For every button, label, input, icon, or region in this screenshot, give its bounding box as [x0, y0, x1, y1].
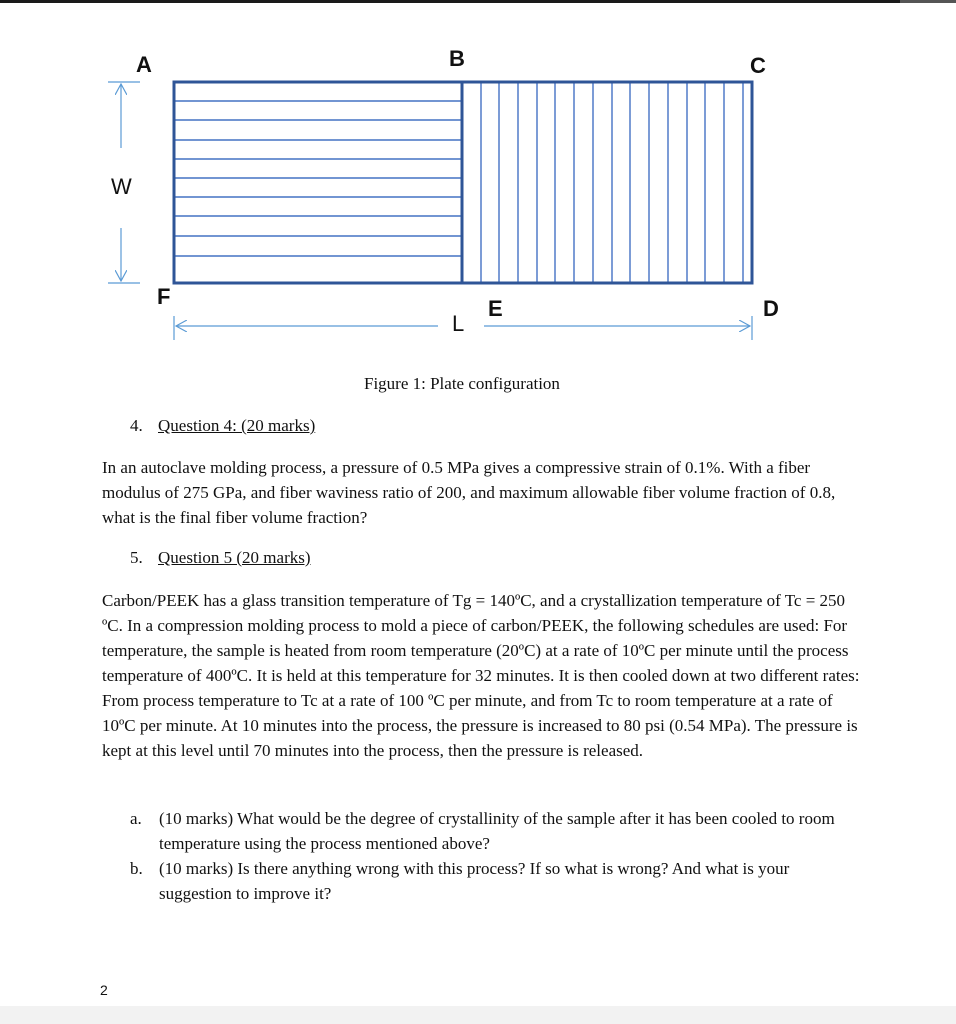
- figure-caption: Figure 1: Plate configuration: [364, 374, 560, 393]
- label-l: L: [452, 311, 465, 336]
- question-5-heading: [130, 548, 311, 568]
- question-4-heading: [130, 416, 315, 436]
- question-4-number: 4.: [130, 416, 143, 435]
- horizontal-fibers: [174, 101, 462, 256]
- part-b-text: (10 marks) Is there anything wrong with this process? If so what is wrong? And what is your suggestion to improve it?: [159, 859, 790, 903]
- question-5-title: Question 5 (20 marks): [158, 548, 311, 567]
- question-5-body: Carbon/PEEK has a glass transition temperature of Tg = 140ºC, and a crystallization temperature of Tc = 250 ºC. In a compression molding process to mold a piece of carbon/PEEK, the following schedules are used: For temperature, the sample is heated from room temperature (20ºC) at a rate of 10ºC per minute until the process temperature of 400ºC. It is held at this temperature for 32 minutes. It is then cooled down at two different rates: From process temperature to Tc at a rate of 100 ºC per minute, and from Tc to room temperature at a rate of 10ºC per minute. At 10 minutes into the process, the pressure is increased to 80 psi (0.54 MPa). The pressure is kept at this level until 70 minutes into the process, then the pressure is released.: [102, 591, 860, 760]
- page-number: 2: [100, 982, 108, 998]
- part-a-letter: a.: [130, 809, 142, 828]
- label-c: C: [750, 53, 766, 78]
- label-a: A: [136, 52, 152, 77]
- question-5-part-b: [130, 856, 850, 906]
- label-b: B: [449, 46, 465, 71]
- plate-figure: [0, 0, 956, 420]
- label-e: E: [488, 296, 503, 321]
- question-5-number: 5.: [130, 548, 143, 567]
- bottom-strip: [0, 1006, 956, 1024]
- question-5-part-a: [130, 806, 850, 856]
- part-b-letter: b.: [130, 859, 143, 878]
- question-4-title: Question 4: (20 marks): [158, 416, 316, 435]
- label-d: D: [763, 296, 779, 321]
- label-w: W: [111, 174, 132, 199]
- part-a-text: (10 marks) What would be the degree of crystallinity of the sample after it has been cooled to room temperature using the process mentioned above?: [159, 809, 835, 853]
- question-4-body: In an autoclave molding process, a pressure of 0.5 MPa gives a compressive strain of 0.1%. With a fiber modulus of 275 GPa, and fiber waviness ratio of 200, and maximum allowable fiber volume fraction of 0.8, what is the final fiber volume fraction?: [102, 458, 836, 527]
- label-f: F: [157, 284, 171, 309]
- vertical-fibers: [481, 82, 743, 283]
